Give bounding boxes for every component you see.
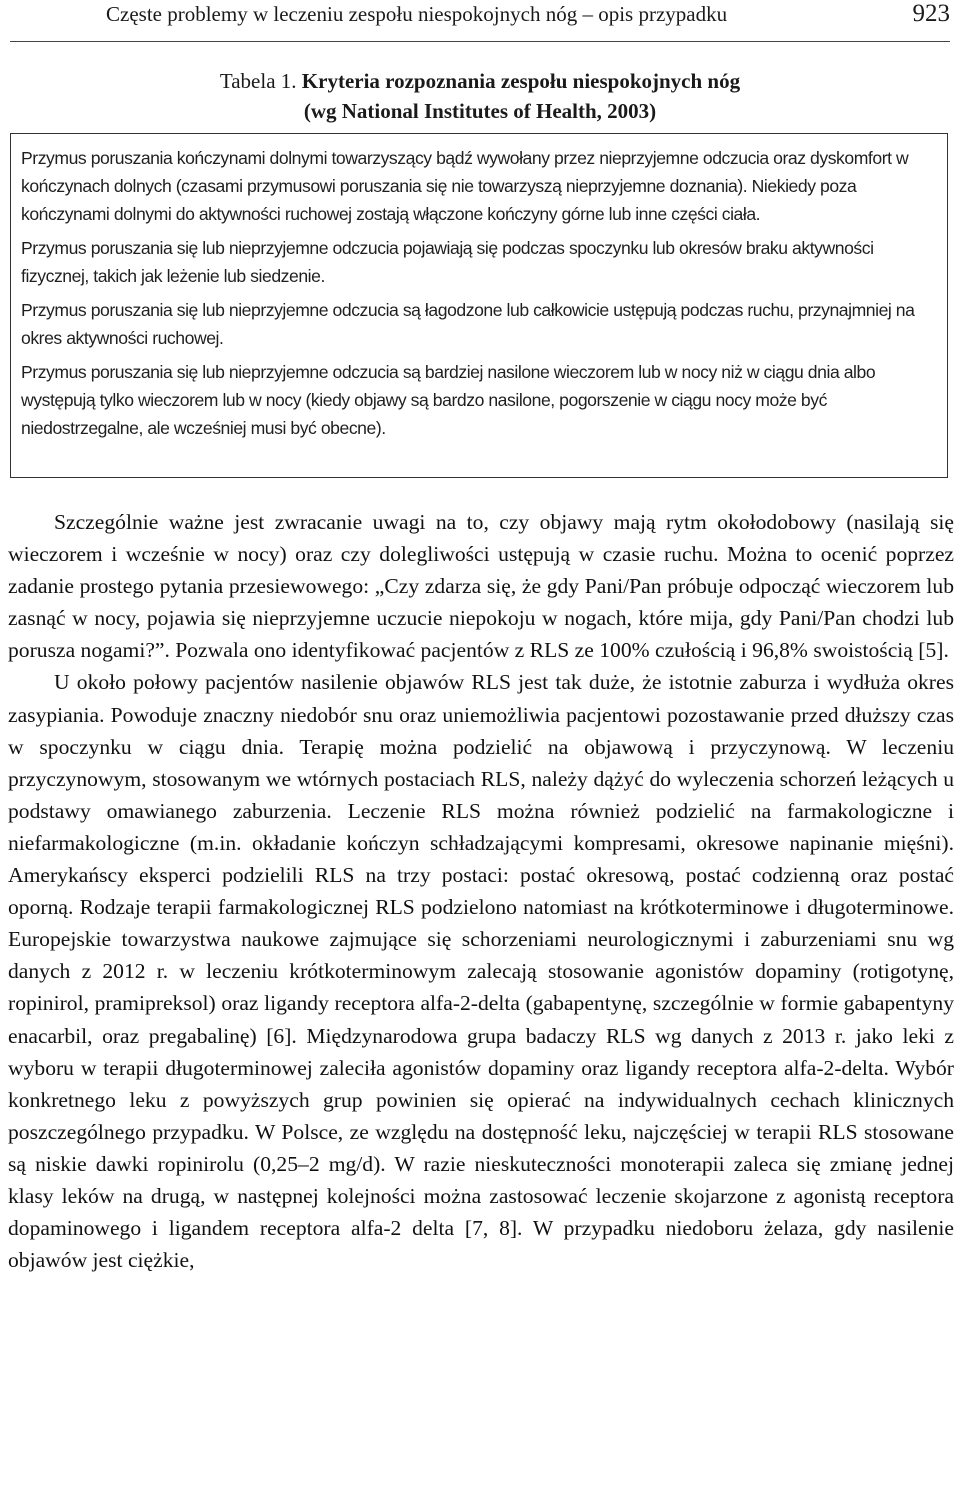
header-rule bbox=[10, 41, 950, 42]
criterion-item: Przymus poruszania kończynami dolnymi towarzyszący bądź wywołany przez nieprzyjemne odczucia oraz dyskomfort w kończynach dolnych (czasami przymusowi poruszania się nie towarzyszą nieprzyjemne doznania). Niekiedy poza kończynami dolnymi do aktywności ruchowej zostają włączone kończyny górne lub inne części ciała. bbox=[21, 148, 909, 224]
criterion-item: Przymus poruszania się lub nieprzyjemne odczucia są bardziej nasilone wieczorem lub w nocy niż w ciągu dnia albo występują tylko wieczorem lub w nocy (kiedy objawy są bardzo nasilone, pogorszenie w ciągu nocy może być niedostrzegalne, ale wcześniej musi być obecne). bbox=[21, 362, 876, 438]
body-paragraph: U około połowy pacjentów nasilenie objawów RLS jest tak duże, że istotnie zaburza i wydłuża okres zasypiania. Powoduje znaczny niedobór snu oraz uniemożliwia pacjentowi pozostawanie przed dłuższy czas w spoczynku w ciągu dnia. Terapię można podzielić na objawową i przyczynową. W leczeniu przyczynowym, stosowanym we wtórnych postaciach RLS, należy dążyć do wyleczenia schorzeń leżących u podstawy omawianego zaburzenia. Leczenie RLS można również podzielić na farmakologiczne i niefarmakologiczne (m.in. okładanie kończyn schładzającymi kompresami, okresowe napinanie mięśni). Amerykańscy eksperci podzielili RLS na trzy postaci: postać okresową, postać codzienną oraz postać oporną. Rodzaje terapii farmakologicznej RLS podzielono natomiast na krótkoterminowe i długoterminowe. Europejskie towarzystwa naukowe zajmujące się schorzeniami neurologicznymi i zaburzeniami snu wg danych z 2012 r. w leczeniu krótkoterminowym zalecają stosowanie agonistów dopaminy (rotigotynę, ropinirol, pramipreksol) oraz ligandy receptora alfa-2-delta (gabapentynę, szczególnie w formie gabapentyny enacarbil, oraz pregabalinę) [6]. Międzynarodowa grupa badaczy RLS wg danych z 2013 r. jako leki z wyboru w terapii długoterminowej zaleciła agonistów dopaminy oraz ligandy receptora alfa-2-delta. Wybór konkretnego leku z powyższych grup powinien się opierać na indywidualnych cechach klinicznych poszczególnego przypadku. W Polsce, ze względu na dostępność leku, najczęściej w terapii RLS stosowane są niskie dawki ropinirolu (0,25–2 mg/d). W razie nieskuteczności monoterapii zaleca się zmianę jednej klasy leków na drugą, w następnej kolejności można zastosować leczenie skojarzone z agonistą receptora dopaminowego i ligandem receptora alfa-2 delta [7, 8]. W przypadku niedoboru żelaza, gdy nasilenie objawów jest ciężkie, bbox=[8, 670, 954, 1273]
criterion-item: Przymus poruszania się lub nieprzyjemne odczucia pojawiają się podczas spoczynku lub okresów braku aktywności fizycznej, takich jak leżenie lub siedzenie. bbox=[21, 238, 874, 286]
running-header bbox=[0, 0, 960, 44]
table-caption-line-1 bbox=[0, 66, 960, 96]
table-caption bbox=[0, 66, 960, 126]
criterion-item: Przymus poruszania się lub nieprzyjemne odczucia są łagodzone lub całkowicie ustępują podczas ruchu, przynajmniej na okres aktywności ruchowej. bbox=[21, 300, 915, 348]
page-number: 923 bbox=[912, 0, 950, 27]
table-label: Tabela 1. bbox=[219, 69, 297, 93]
table-subtitle: (wg National Institutes of Health, 2003) bbox=[303, 99, 657, 123]
table-title: Kryteria rozpoznania zespołu niespokojnych nóg bbox=[301, 69, 741, 93]
body-paragraph: Szczególnie ważne jest zwracanie uwagi na to, czy objawy mają rytm okołodobowy (nasilają się wieczorem i wcześnie w nocy) oraz czy dolegliwości ustępują w czasie ruchu. Można to ocenić poprzez zadanie prostego pytania przesiewowego: „Czy zdarza się, że gdy Pani/Pan próbuje odpocząć wieczorem lub zasnąć w nocy, pojawia się nieprzyjemne uczucie niepokoju w nogach, które mija, gdy Pani/Pan chodzi lub porusza nogami?”. Pozwala ono identyfikować pacjentów z RLS ze 100% czułością i 96,8% swoistością [5]. bbox=[8, 510, 954, 663]
criteria-table bbox=[10, 133, 948, 478]
body-text bbox=[8, 506, 954, 1276]
running-title: Częste problemy w leczeniu zespołu niespokojnych nóg – opis przypadku bbox=[106, 2, 728, 26]
